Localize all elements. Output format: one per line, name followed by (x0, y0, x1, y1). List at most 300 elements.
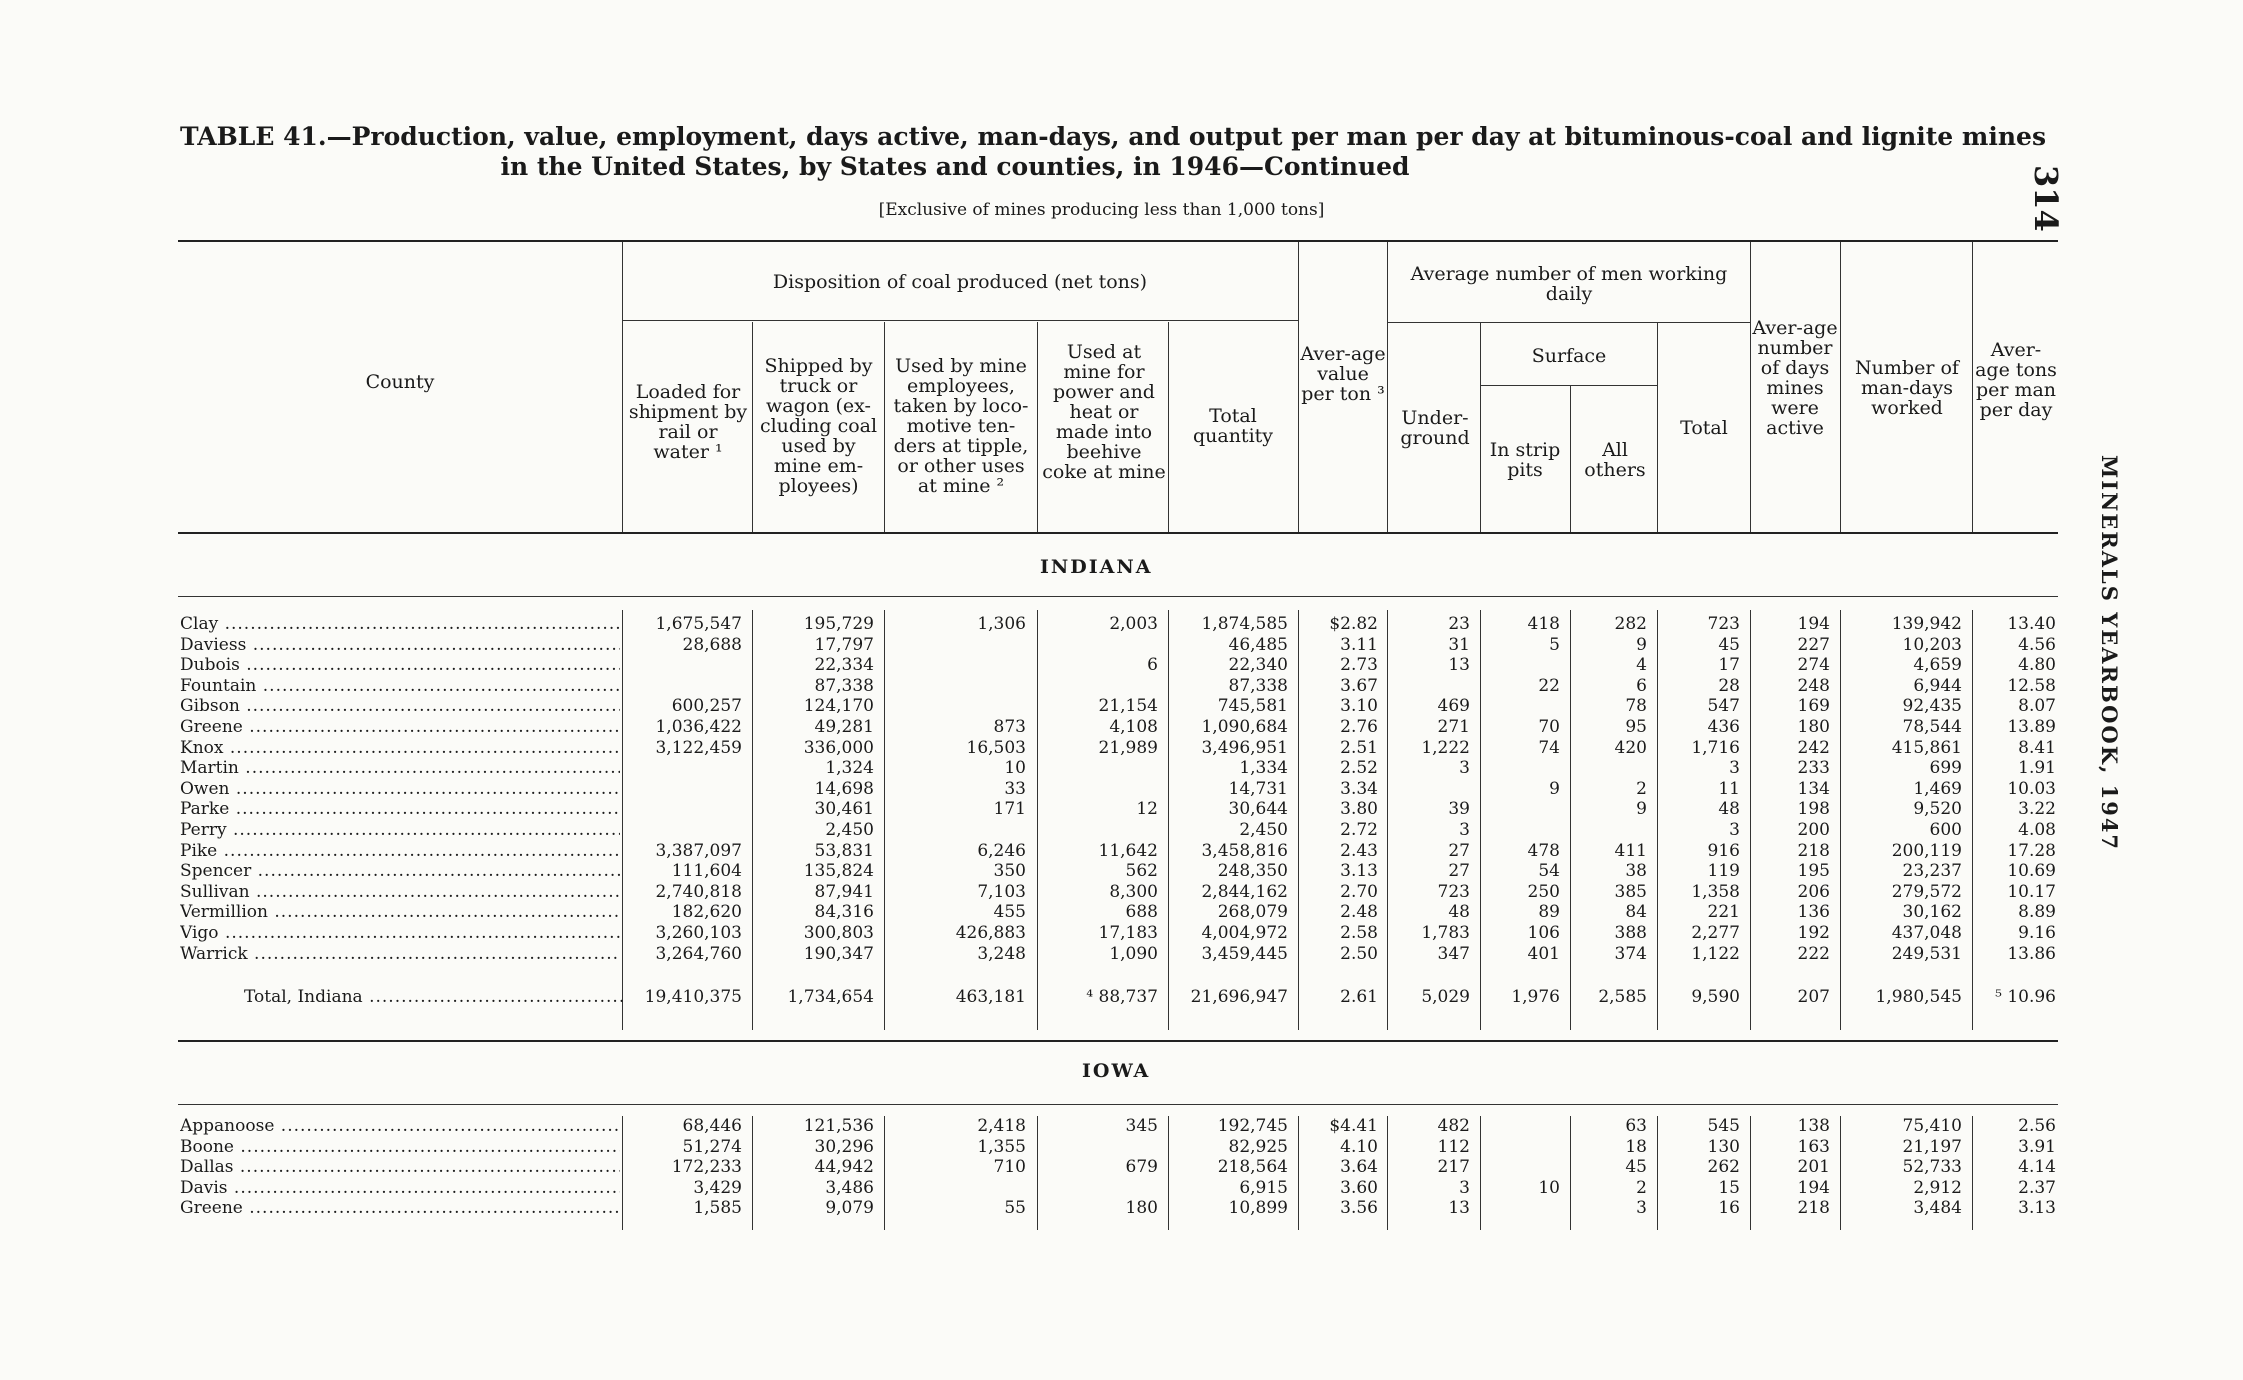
cell-days-active: 194 (1797, 614, 1830, 634)
cell-avg-value: 2.61 (1340, 987, 1378, 1007)
cell-strip-pits: 478 (1527, 840, 1560, 861)
cell-all-others: 2 (1636, 778, 1647, 799)
county-name: Davis ..... (180, 1178, 620, 1198)
header-tons-per-man: Aver-age tons per man per day (1975, 339, 2057, 421)
cell-man-days: 1,980,545 (1875, 987, 1962, 1007)
cell-all-others: 84 (1625, 902, 1647, 923)
cell-shipped: 14,698 (814, 778, 874, 799)
cell-men-total: 221 (1707, 902, 1740, 923)
cell-all-others: 3 (1636, 1198, 1647, 1219)
cell-men-total: 436 (1707, 717, 1740, 737)
cell-avg-value: $4.41 (1329, 1116, 1378, 1136)
cell-all-others: 420 (1614, 737, 1647, 758)
cell-shipped: 300,803 (803, 923, 874, 943)
county-name: Dubois ..... (180, 655, 620, 675)
county-name: Warrick ..... (180, 944, 620, 964)
cell-men-total: 1,716 (1691, 737, 1740, 758)
county-name: Vermillion ..... (180, 902, 620, 922)
cell-all-others: 45 (1625, 1157, 1647, 1178)
cell-man-days: 92,435 (1902, 696, 1962, 717)
cell-all-others: 95 (1625, 717, 1647, 737)
cell-tons-per-man: 10.03 (2007, 778, 2056, 799)
cell-total-quantity: 2,450 (1239, 820, 1288, 840)
cell-days-active: 201 (1797, 1157, 1830, 1178)
cell-men-total: 2,277 (1691, 923, 1740, 943)
cell-total-quantity: 3,459,445 (1201, 943, 1288, 964)
cell-man-days: 75,410 (1902, 1116, 1962, 1136)
cell-days-active: 222 (1797, 943, 1830, 964)
cell-loaded: 3,387,097 (655, 840, 742, 861)
cell-shipped: 1,324 (825, 758, 874, 779)
cell-total-quantity: 248,350 (1217, 861, 1288, 882)
cell-used-employees: 10 (1004, 758, 1026, 779)
cell-all-others: 9 (1636, 634, 1647, 655)
cell-shipped: 53,831 (814, 840, 874, 861)
cell-used-power: 21,989 (1098, 737, 1158, 758)
running-head: MINERALS YEARBOOK, 1947 (2097, 455, 2122, 852)
cell-used-power: 4,108 (1109, 717, 1158, 737)
cell-underground: 347 (1437, 943, 1470, 964)
cell-days-active: 218 (1797, 840, 1830, 861)
cell-men-total: 9,590 (1691, 987, 1740, 1007)
cell-avg-value: 3.80 (1340, 799, 1378, 820)
cell-shipped: 121,536 (803, 1116, 874, 1136)
cell-shipped: 336,000 (803, 737, 874, 758)
cell-avg-value: 3.11 (1340, 634, 1378, 655)
cell-men-total: 545 (1707, 1116, 1740, 1136)
cell-men-total: 15 (1718, 1177, 1740, 1198)
cell-total-quantity: 192,745 (1217, 1116, 1288, 1136)
cell-total-quantity: 3,496,951 (1201, 737, 1288, 758)
cell-avg-value: 2.76 (1340, 717, 1378, 737)
cell-used-employees: 2,418 (977, 1116, 1026, 1136)
county-name: Total, Indiana ..... (244, 987, 624, 1007)
county-name: Fountain ..... (180, 676, 620, 696)
cell-days-active: 233 (1797, 758, 1830, 779)
cell-underground: 3 (1459, 820, 1470, 840)
cell-days-active: 169 (1797, 696, 1830, 717)
cell-man-days: 52,733 (1902, 1157, 1962, 1178)
cell-loaded: 3,429 (693, 1177, 742, 1198)
cell-days-active: 248 (1797, 675, 1830, 696)
cell-all-others: 4 (1636, 655, 1647, 676)
cell-man-days: 3,484 (1913, 1198, 1962, 1219)
cell-days-active: 192 (1797, 923, 1830, 943)
cell-used-employees: 7,103 (977, 881, 1026, 902)
cell-underground: 31 (1448, 634, 1470, 655)
cell-used-employees: 1,355 (977, 1136, 1026, 1157)
cell-total-quantity: 30,644 (1228, 799, 1288, 820)
cell-days-active: 242 (1797, 737, 1830, 758)
cell-men-total: 916 (1707, 840, 1740, 861)
cell-used-employees: 1,306 (977, 614, 1026, 634)
header-loaded: Loaded for shipment by rail or water ¹ (628, 381, 748, 463)
cell-used-power: 8,300 (1109, 881, 1158, 902)
cell-underground: 112 (1437, 1136, 1470, 1157)
cell-underground: 39 (1448, 799, 1470, 820)
cell-loaded: 1,675,547 (655, 614, 742, 634)
cell-strip-pits: 74 (1538, 737, 1560, 758)
table-note: [Exclusive of mines producing less than 1,000 tons] (878, 200, 1325, 220)
cell-tons-per-man: 8.89 (2018, 902, 2056, 923)
cell-avg-value: 2.58 (1340, 923, 1378, 943)
cell-avg-value: 3.67 (1340, 675, 1378, 696)
cell-man-days: 437,048 (1891, 923, 1962, 943)
county-name: Spencer ..... (180, 861, 620, 881)
cell-days-active: 134 (1797, 778, 1830, 799)
cell-loaded: 1,036,422 (655, 717, 742, 737)
cell-underground: 13 (1448, 1198, 1470, 1219)
header-man-days: Number of man-days worked (1855, 357, 1959, 419)
cell-loaded: 172,233 (671, 1157, 742, 1178)
cell-shipped: 49,281 (814, 717, 874, 737)
cell-avg-value: 2.48 (1340, 902, 1378, 923)
cell-total-quantity: 2,844,162 (1201, 881, 1288, 902)
county-name: Parke ..... (180, 799, 620, 819)
cell-days-active: 136 (1797, 902, 1830, 923)
header-shipped: Shipped by truck or wagon (ex-cluding coal used by mine em-ployees) (759, 355, 878, 497)
cell-shipped: 44,942 (814, 1157, 874, 1178)
cell-tons-per-man: 4.08 (2018, 820, 2056, 840)
cell-strip-pits: 401 (1527, 943, 1560, 964)
cell-used-power: 6 (1147, 655, 1158, 676)
cell-total-quantity: 6,915 (1239, 1177, 1288, 1198)
cell-all-others: 38 (1625, 861, 1647, 882)
caption-line-1: TABLE 41.—Production, value, employment, days active, man-days, and output per man per day at bituminous-coal and lignite mines (180, 122, 2047, 151)
cell-strip-pits: 9 (1549, 778, 1560, 799)
cell-total-quantity: 10,899 (1228, 1198, 1288, 1219)
cell-man-days: 139,942 (1891, 614, 1962, 634)
header-avg-value: Aver-age value per ton ³ (1300, 343, 1386, 405)
cell-strip-pits: 10 (1538, 1177, 1560, 1198)
cell-shipped: 30,296 (814, 1136, 874, 1157)
cell-used-employees: 463,181 (955, 987, 1026, 1007)
cell-total-quantity: 745,581 (1217, 696, 1288, 717)
cell-men-total: 28 (1718, 675, 1740, 696)
cell-total-quantity: 87,338 (1228, 675, 1288, 696)
cell-all-others: 385 (1614, 881, 1647, 902)
cell-used-employees: 16,503 (966, 737, 1026, 758)
cell-tons-per-man: 13.89 (2007, 717, 2056, 737)
cell-man-days: 699 (1929, 758, 1962, 779)
cell-all-others: 388 (1614, 923, 1647, 943)
county-name: Pike ..... (180, 841, 620, 861)
cell-loaded: 182,620 (671, 902, 742, 923)
cell-used-power: 2,003 (1109, 614, 1158, 634)
cell-underground: 217 (1437, 1157, 1470, 1178)
cell-underground: 48 (1448, 902, 1470, 923)
cell-used-power: 679 (1125, 1157, 1158, 1178)
cell-used-power: 21,154 (1098, 696, 1158, 717)
cell-avg-value: 2.51 (1340, 737, 1378, 758)
state-heading-indiana: INDIANA (1040, 556, 1153, 578)
cell-shipped: 22,334 (814, 655, 874, 676)
cell-underground: 3 (1459, 1177, 1470, 1198)
cell-used-power: 688 (1125, 902, 1158, 923)
cell-man-days: 4,659 (1913, 655, 1962, 676)
cell-loaded: 600,257 (671, 696, 742, 717)
county-name: Vigo ..... (180, 923, 620, 943)
cell-loaded: 111,604 (671, 861, 742, 882)
cell-underground: 271 (1437, 717, 1470, 737)
header-disposition: Disposition of coal produced (net tons) (772, 271, 1148, 293)
cell-used-employees: 455 (993, 902, 1026, 923)
cell-underground: 1,783 (1421, 923, 1470, 943)
cell-man-days: 1,469 (1913, 778, 1962, 799)
cell-man-days: 10,203 (1902, 634, 1962, 655)
cell-shipped: 3,486 (825, 1177, 874, 1198)
cell-total-quantity: 1,090,684 (1201, 717, 1288, 737)
cell-used-power: 11,642 (1098, 840, 1158, 861)
cell-tons-per-man: 10.69 (2007, 861, 2056, 882)
cell-shipped: 190,347 (803, 943, 874, 964)
header-all-others: All others (1584, 439, 1646, 481)
cell-tons-per-man: 4.56 (2018, 634, 2056, 655)
cell-loaded: 68,446 (682, 1116, 742, 1136)
cell-loaded: 3,264,760 (655, 943, 742, 964)
cell-man-days: 9,520 (1913, 799, 1962, 820)
cell-underground: 482 (1437, 1116, 1470, 1136)
cell-used-power: 562 (1125, 861, 1158, 882)
cell-loaded: 1,585 (693, 1198, 742, 1219)
cell-man-days: 279,572 (1891, 881, 1962, 902)
cell-used-power: 17,183 (1098, 923, 1158, 943)
cell-avg-value: 2.70 (1340, 881, 1378, 902)
cell-tons-per-man: 2.37 (2018, 1177, 2056, 1198)
cell-men-total: 17 (1718, 655, 1740, 676)
cell-man-days: 2,912 (1913, 1177, 1962, 1198)
cell-days-active: 180 (1797, 717, 1830, 737)
cell-total-quantity: 218,564 (1217, 1157, 1288, 1178)
cell-men-total: 16 (1718, 1198, 1740, 1219)
cell-tons-per-man: 12.58 (2007, 675, 2056, 696)
header-used-employees: Used by mine employees, taken by loco-motive ten-ders at tipple, or other uses at mine ² (893, 355, 1029, 497)
cell-men-total: 1,358 (1691, 881, 1740, 902)
cell-shipped: 30,461 (814, 799, 874, 820)
cell-underground: 5,029 (1421, 987, 1470, 1007)
cell-tons-per-man: 4.14 (2018, 1157, 2056, 1178)
cell-all-others: 282 (1614, 614, 1647, 634)
cell-avg-value: 2.43 (1340, 840, 1378, 861)
cell-loaded: 3,122,459 (655, 737, 742, 758)
cell-days-active: 207 (1797, 987, 1830, 1007)
cell-strip-pits: 54 (1538, 861, 1560, 882)
cell-tons-per-man: 13.40 (2007, 614, 2056, 634)
cell-men-total: 130 (1707, 1136, 1740, 1157)
cell-shipped: 17,797 (814, 634, 874, 655)
header-underground: Under-ground (1400, 407, 1470, 449)
cell-tons-per-man: ⁵ 10.96 (1995, 987, 2056, 1007)
cell-shipped: 135,824 (803, 861, 874, 882)
cell-shipped: 124,170 (803, 696, 874, 717)
cell-days-active: 198 (1797, 799, 1830, 820)
cell-used-employees: 710 (993, 1157, 1026, 1178)
county-name: Greene ..... (180, 1198, 620, 1218)
cell-man-days: 21,197 (1902, 1136, 1962, 1157)
county-name: Boone ..... (180, 1137, 620, 1157)
county-name: Gibson ..... (180, 696, 620, 716)
cell-man-days: 78,544 (1902, 717, 1962, 737)
cell-all-others: 374 (1614, 943, 1647, 964)
cell-used-employees: 350 (993, 861, 1026, 882)
cell-underground: 723 (1437, 881, 1470, 902)
cell-underground: 3 (1459, 758, 1470, 779)
cell-days-active: 218 (1797, 1198, 1830, 1219)
cell-all-others: 2 (1636, 1177, 1647, 1198)
cell-man-days: 600 (1929, 820, 1962, 840)
cell-used-power: 345 (1125, 1116, 1158, 1136)
header-avg-men: Average number of men working daily (1410, 263, 1728, 305)
cell-total-quantity: 82,925 (1228, 1136, 1288, 1157)
cell-man-days: 200,119 (1891, 840, 1962, 861)
cell-days-active: 163 (1797, 1136, 1830, 1157)
cell-men-total: 45 (1718, 634, 1740, 655)
cell-shipped: 1,734,654 (787, 987, 874, 1007)
cell-tons-per-man: 3.91 (2018, 1136, 2056, 1157)
cell-men-total: 1,122 (1691, 943, 1740, 964)
cell-tons-per-man: 2.56 (2018, 1116, 2056, 1136)
cell-all-others: 2,585 (1598, 987, 1647, 1007)
cell-used-employees: 55 (1004, 1198, 1026, 1219)
cell-tons-per-man: 13.86 (2007, 943, 2056, 964)
cell-men-total: 547 (1707, 696, 1740, 717)
county-name: Martin ..... (180, 758, 620, 778)
cell-man-days: 23,237 (1902, 861, 1962, 882)
cell-avg-value: 2.73 (1340, 655, 1378, 676)
cell-tons-per-man: 3.22 (2018, 799, 2056, 820)
cell-all-others: 63 (1625, 1116, 1647, 1136)
table-top-rule (178, 240, 2058, 242)
header-strip-pits: In strip pits (1489, 439, 1561, 481)
cell-total-quantity: 1,874,585 (1201, 614, 1288, 634)
cell-avg-value: 2.72 (1340, 820, 1378, 840)
cell-days-active: 194 (1797, 1177, 1830, 1198)
cell-days-active: 195 (1797, 861, 1830, 882)
state-heading-iowa: IOWA (1082, 1060, 1151, 1082)
cell-strip-pits: 89 (1538, 902, 1560, 923)
cell-avg-value: 4.10 (1340, 1136, 1378, 1157)
cell-used-power: 1,090 (1109, 943, 1158, 964)
cell-used-employees: 6,246 (977, 840, 1026, 861)
cell-strip-pits: 1,976 (1511, 987, 1560, 1007)
cell-men-total: 11 (1718, 778, 1740, 799)
cell-avg-value: $2.82 (1329, 614, 1378, 634)
header-county: County (365, 371, 435, 393)
cell-total-quantity: 14,731 (1228, 778, 1288, 799)
county-name: Perry ..... (180, 820, 620, 840)
cell-avg-value: 3.10 (1340, 696, 1378, 717)
cell-man-days: 415,861 (1891, 737, 1962, 758)
cell-avg-value: 3.34 (1340, 778, 1378, 799)
cell-all-others: 18 (1625, 1136, 1647, 1157)
county-name: Knox ..... (180, 738, 620, 758)
cell-men-total: 723 (1707, 614, 1740, 634)
header-days-active: Aver-age number of days mines were active (1752, 317, 1838, 439)
cell-tons-per-man: 17.28 (2007, 840, 2056, 861)
cell-underground: 27 (1448, 861, 1470, 882)
cell-men-total: 262 (1707, 1157, 1740, 1178)
cell-all-others: 6 (1636, 675, 1647, 696)
cell-avg-value: 3.60 (1340, 1177, 1378, 1198)
cell-man-days: 249,531 (1891, 943, 1962, 964)
cell-avg-value: 3.56 (1340, 1198, 1378, 1219)
cell-shipped: 2,450 (825, 820, 874, 840)
cell-men-total: 48 (1718, 799, 1740, 820)
cell-total-quantity: 3,458,816 (1201, 840, 1288, 861)
cell-strip-pits: 250 (1527, 881, 1560, 902)
cell-tons-per-man: 3.13 (2018, 1198, 2056, 1219)
indiana-total-rule (178, 1040, 2058, 1042)
cell-men-total: 119 (1707, 861, 1740, 882)
cell-tons-per-man: 8.07 (2018, 696, 2056, 717)
cell-avg-value: 3.13 (1340, 861, 1378, 882)
cell-tons-per-man: 8.41 (2018, 737, 2056, 758)
cell-total-quantity: 22,340 (1228, 655, 1288, 676)
header-surface: Surface (1531, 345, 1607, 367)
cell-avg-value: 3.64 (1340, 1157, 1378, 1178)
county-name: Greene ..... (180, 717, 620, 737)
cell-shipped: 87,338 (814, 675, 874, 696)
table-caption (180, 122, 2060, 182)
caption-line-2: in the United States, by States and counties, in 1946—Continued (500, 152, 1410, 181)
cell-total-quantity: 46,485 (1228, 634, 1288, 655)
header-total-quantity: Total quantity (1192, 405, 1274, 447)
cell-man-days: 30,162 (1902, 902, 1962, 923)
cell-avg-value: 2.52 (1340, 758, 1378, 779)
cell-days-active: 138 (1797, 1116, 1830, 1136)
cell-all-others: 411 (1614, 840, 1647, 861)
cell-loaded: 3,260,103 (655, 923, 742, 943)
cell-used-employees: 873 (993, 717, 1026, 737)
cell-tons-per-man: 1.91 (2018, 758, 2056, 779)
cell-days-active: 227 (1797, 634, 1830, 655)
cell-avg-value: 2.50 (1340, 943, 1378, 964)
cell-days-active: 200 (1797, 820, 1830, 840)
cell-tons-per-man: 9.16 (2018, 923, 2056, 943)
cell-shipped: 84,316 (814, 902, 874, 923)
cell-used-power: ⁴ 88,737 (1086, 987, 1158, 1007)
cell-strip-pits: 418 (1527, 614, 1560, 634)
cell-underground: 13 (1448, 655, 1470, 676)
cell-tons-per-man: 4.80 (2018, 655, 2056, 676)
cell-loaded: 28,688 (682, 634, 742, 655)
cell-underground: 1,222 (1421, 737, 1470, 758)
header-men-total: Total (1680, 417, 1728, 439)
cell-used-power: 180 (1125, 1198, 1158, 1219)
cell-used-employees: 3,248 (977, 943, 1026, 964)
cell-all-others: 9 (1636, 799, 1647, 820)
cell-men-total: 3 (1729, 758, 1740, 779)
cell-strip-pits: 70 (1538, 717, 1560, 737)
cell-used-power: 12 (1136, 799, 1158, 820)
cell-used-employees: 426,883 (955, 923, 1026, 943)
cell-strip-pits: 5 (1549, 634, 1560, 655)
cell-days-active: 206 (1797, 881, 1830, 902)
cell-shipped: 87,941 (814, 881, 874, 902)
cell-total-quantity: 4,004,972 (1201, 923, 1288, 943)
cell-underground: 27 (1448, 840, 1470, 861)
page-number: 314 (2027, 165, 2065, 232)
cell-total-quantity: 1,334 (1239, 758, 1288, 779)
cell-used-employees: 33 (1004, 778, 1026, 799)
cell-all-others: 78 (1625, 696, 1647, 717)
cell-loaded: 51,274 (682, 1136, 742, 1157)
cell-shipped: 9,079 (825, 1198, 874, 1219)
cell-used-employees: 171 (993, 799, 1026, 820)
cell-strip-pits: 22 (1538, 675, 1560, 696)
cell-strip-pits: 106 (1527, 923, 1560, 943)
cell-men-total: 3 (1729, 820, 1740, 840)
